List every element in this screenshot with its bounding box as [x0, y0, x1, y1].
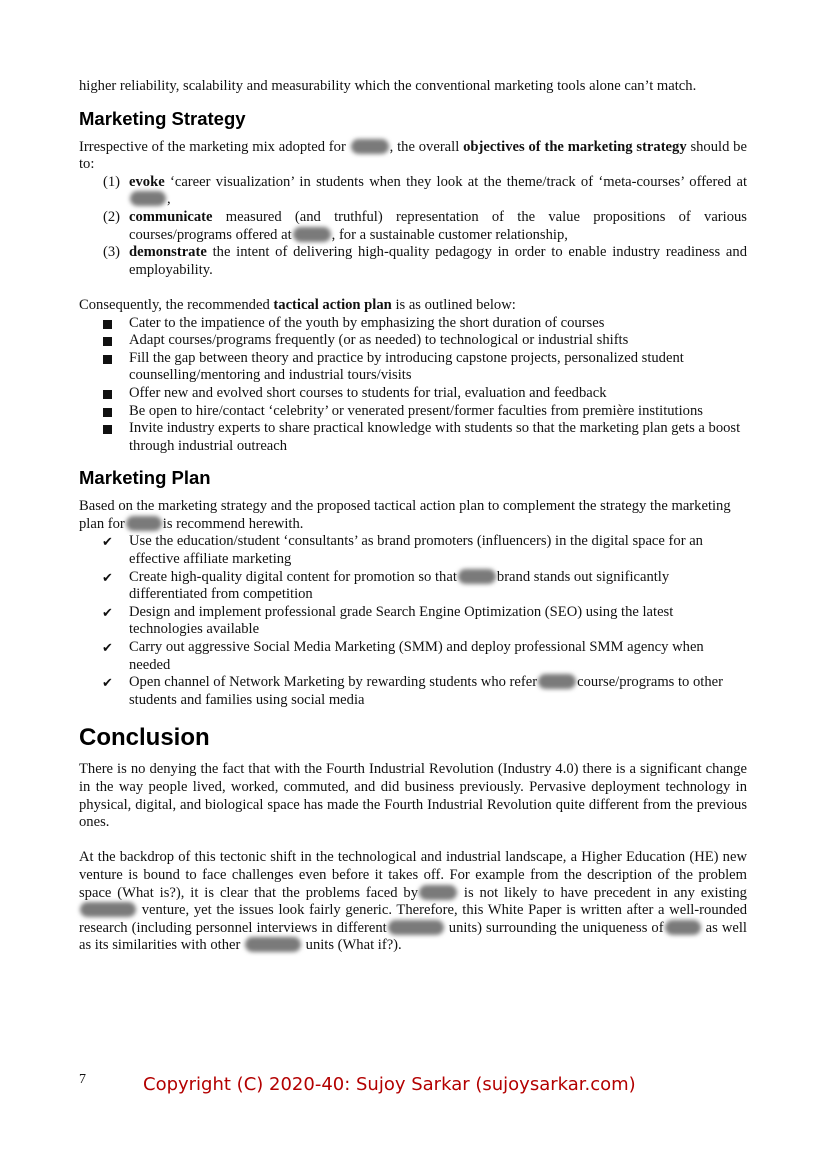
objective-text: , for a sustainable customer relationship, [331, 226, 568, 243]
action-item [103, 403, 747, 421]
page-number: 7 [79, 1072, 86, 1087]
plan-item-text: Create high-quality digital content for promotion so that [129, 568, 457, 585]
plan-intro [79, 498, 747, 533]
check-bullet-icon: ✔ [102, 675, 113, 691]
strategy-intro-text: , the overall [389, 138, 460, 155]
plan-item [103, 639, 747, 674]
redacted-name [293, 227, 331, 242]
action-item-text: Invite industry experts to share practical knowledge with students so that the marketing plan gets a boost through industrial outreach [129, 420, 741, 454]
conclusion-paragraph-2 [79, 849, 747, 955]
conclusion-text: as well as its similarities with other [79, 919, 747, 954]
action-item [103, 315, 747, 333]
check-bullet-icon: ✔ [102, 604, 113, 620]
redacted-name [458, 569, 496, 584]
objective-item [103, 244, 747, 279]
redacted-name [245, 937, 301, 952]
action-item-text: Fill the gap between theory and practice by introducing capstone projects, personalized student counselling/mentoring and industrial tours/visits [129, 349, 684, 384]
strategy-intro-text: should be to: [79, 138, 747, 173]
action-item-text: Adapt courses/programs frequently (or as needed) to technological or industrial shifts [129, 332, 629, 349]
action-plan-intro [79, 297, 747, 315]
objectives-list [79, 174, 747, 280]
objective-number: (2) [103, 208, 121, 225]
action-intro-text: Consequently, the recommended [79, 296, 270, 313]
objective-text: , [167, 191, 171, 208]
redacted-name [80, 902, 136, 917]
plan-item [103, 533, 747, 568]
action-intro-bold: tactical action plan [273, 296, 392, 313]
check-bullet-icon: ✔ [102, 569, 113, 585]
plan-intro-text: Based on the marketing strategy and the proposed tactical action plan to complement the strategy the marketing plan for [79, 498, 731, 532]
conclusion-text: is not likely to have precedent in any existing [463, 884, 747, 901]
action-item-text: Cater to the impatience of the youth by emphasizing the short duration of courses [129, 314, 605, 331]
plan-item-text: Open channel of Network Marketing by rewarding students who refer [129, 674, 538, 691]
plan-item [103, 604, 747, 639]
objective-verb: communicate [129, 208, 213, 225]
plan-item-text: Design and implement professional grade Search Engine Optimization (SEO) using the latest technologies available [129, 603, 674, 638]
objective-text: measured (and truthful) representation of the value propositions of various courses/programs offered at [129, 208, 747, 243]
objective-text: the intent of delivering high-quality pedagogy in order to enable industry readiness and employability. [129, 244, 747, 278]
square-bullet-icon [103, 390, 112, 399]
objective-number: (1) [103, 173, 121, 190]
page-footer [79, 1072, 779, 1098]
square-bullet-icon [103, 425, 112, 434]
plan-item-text: Use the education/student ‘consultants’ as brand promoters (influencers) in the digital space for an effective affiliate marketing [129, 533, 703, 568]
action-item [103, 385, 747, 403]
redacted-name [388, 920, 444, 935]
marketing-strategy-heading: Marketing Strategy [79, 107, 246, 129]
plan-item [103, 569, 747, 604]
conclusion-heading: Conclusion [79, 724, 210, 752]
marketing-plan-heading: Marketing Plan [79, 467, 211, 489]
square-bullet-icon [103, 337, 112, 346]
objective-number: (3) [103, 244, 121, 261]
conclusion-text: venture, yet the issues look fairly generic. Therefore, this White Paper is written after a well-rounded research (including personnel interviews in different [79, 902, 747, 936]
square-bullet-icon [103, 320, 112, 329]
conclusion-paragraph-1: There is no denying the fact that with the Fourth Industrial Revolution (Industry 4.0) there is a significant change in the way people lived, worked, commuted, and did business previously. Pervasive deployment technology in physical, digital, and biological space has made the Fourth Industrial Revolution quite different from the previous ones. [79, 761, 747, 831]
copyright-notice: Copyright (C) 2020-40: Sujoy Sarkar (sujoysarkar.com) [143, 1074, 636, 1095]
plan-intro-text: is recommend herewith. [162, 515, 304, 532]
objective-item [103, 209, 747, 244]
check-bullet-icon: ✔ [102, 640, 113, 656]
action-intro-text: is as outlined below: [395, 296, 516, 313]
plan-item-text: Carry out aggressive Social Media Marketing (SMM) and deploy professional SMM agency when needed [129, 639, 704, 673]
document-page [79, 78, 747, 955]
redacted-name [130, 191, 166, 206]
action-item-text: Offer new and evolved short courses to students for trial, evaluation and feedback [129, 384, 607, 401]
marketing-plan-list [79, 533, 747, 709]
objective-verb: demonstrate [129, 244, 207, 261]
redacted-name [419, 885, 457, 900]
strategy-intro-text: Irrespective of the marketing mix adopted for [79, 138, 346, 155]
action-item-text: Be open to hire/contact ‘celebrity’ or venerated present/former faculties from première institutions [129, 402, 703, 419]
action-item [103, 332, 747, 350]
strategy-intro-bold: objectives of the marketing strategy [463, 138, 687, 155]
redacted-name [538, 674, 576, 689]
objective-verb: evoke [129, 173, 165, 190]
redacted-name [665, 920, 701, 935]
conclusion-text: units) surrounding the uniqueness of [448, 919, 664, 936]
plan-item-text: brand stands out significantly differentiated from competition [129, 568, 670, 603]
square-bullet-icon [103, 355, 112, 364]
conclusion-text: units (What if?). [305, 937, 402, 954]
intro-paragraph: higher reliability, scalability and measurability which the conventional marketing tools alone can’t match. [79, 78, 697, 94]
action-plan-list [79, 315, 747, 456]
check-bullet-icon: ✔ [102, 534, 113, 550]
conclusion-text: At the backdrop of this tectonic shift in the technological and industrial landscape, a Higher Education (HE) new venture is bound to face challenges even before it takes off. For example from the description of the problem space (What is?), it is clear that the problems faced by [79, 849, 747, 901]
objective-item [103, 174, 747, 209]
plan-item-text: course/programs to other students and families using social media [129, 674, 723, 708]
plan-item [103, 674, 747, 709]
action-item [103, 350, 747, 385]
redacted-name [351, 139, 389, 154]
action-item [103, 420, 747, 455]
objective-text: ‘career visualization’ in students when they look at the theme/track of ‘meta-courses’ offered at [169, 173, 747, 190]
square-bullet-icon [103, 408, 112, 417]
redacted-name [126, 516, 162, 531]
strategy-intro [79, 139, 747, 174]
